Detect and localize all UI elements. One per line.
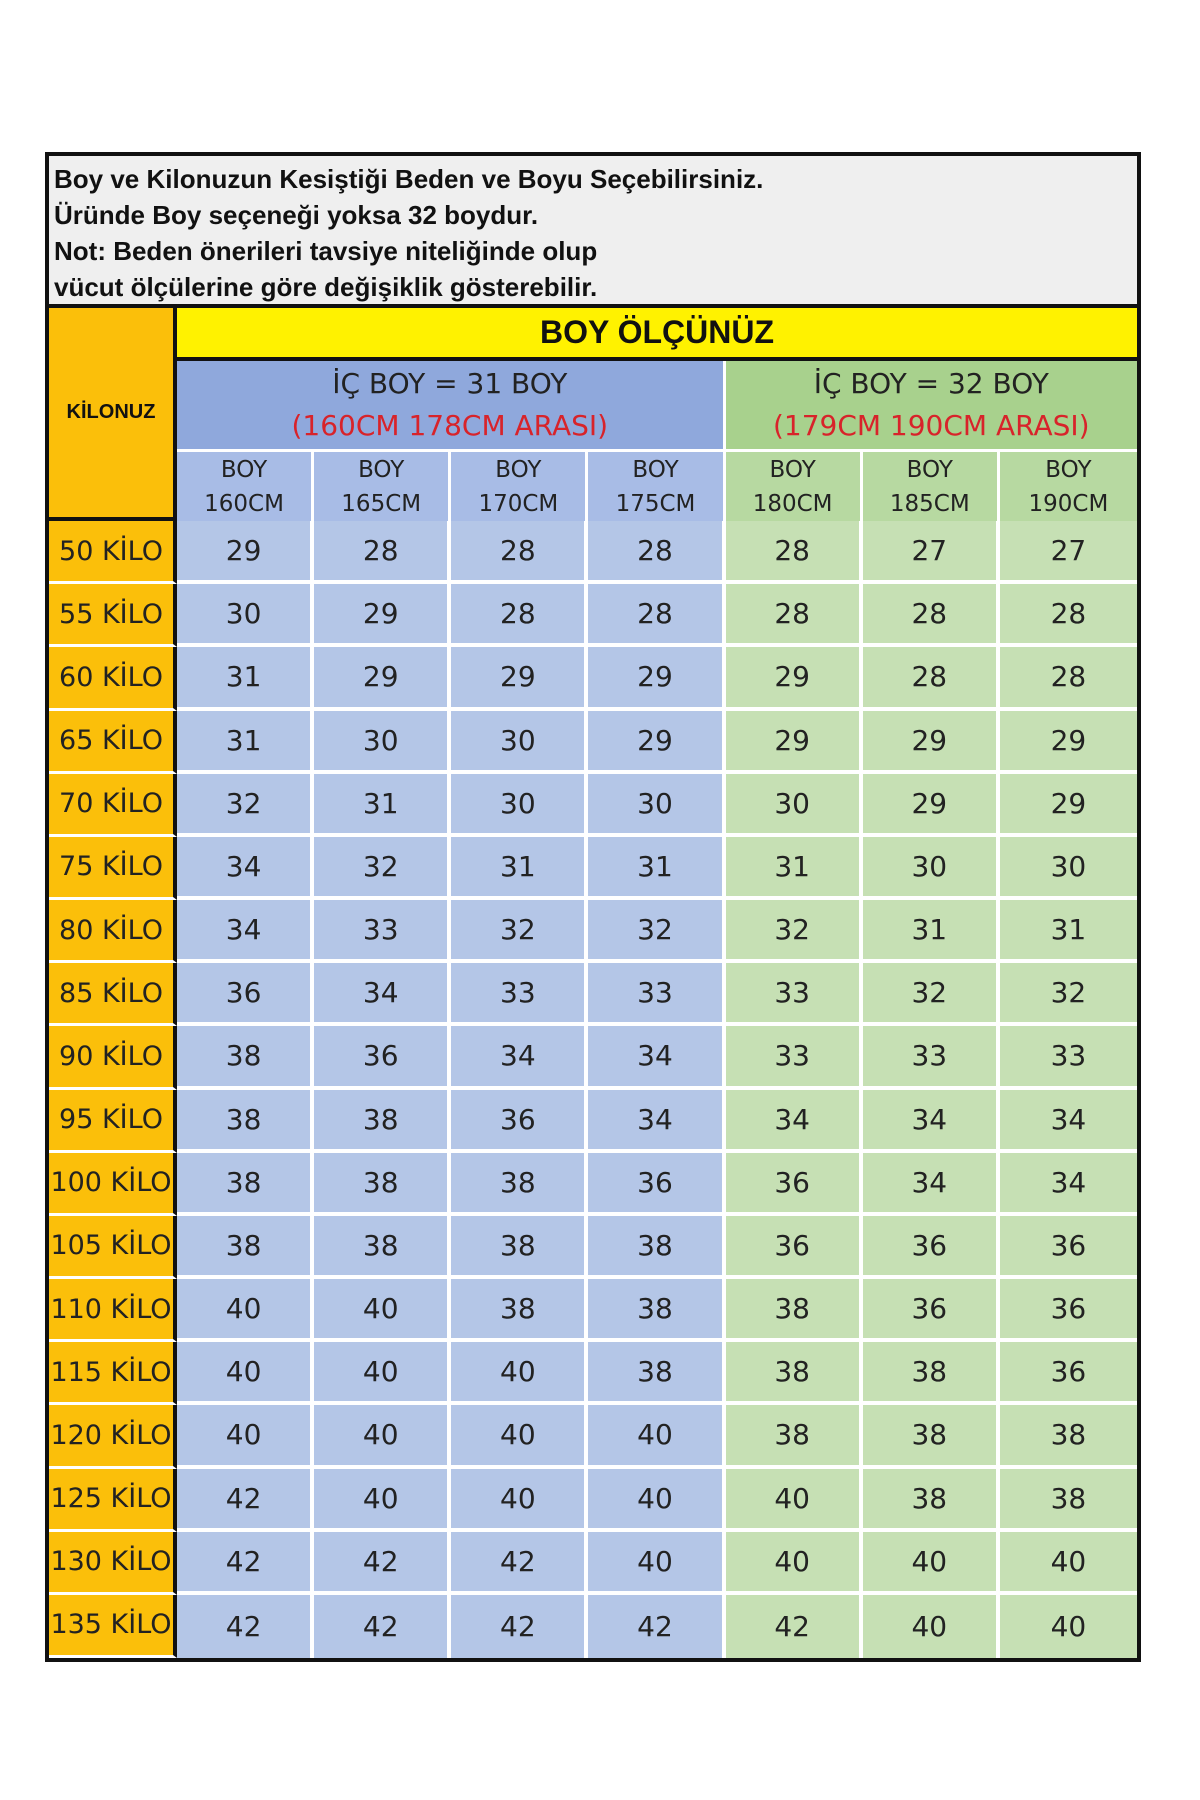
size-cell: 38 <box>726 1279 863 1342</box>
column-header-top: BOY <box>495 456 542 483</box>
weight-label: 65 KİLO <box>49 711 177 774</box>
size-cell: 28 <box>863 647 1000 710</box>
size-cell: 31 <box>1000 900 1137 963</box>
size-cell: 28 <box>1000 647 1137 710</box>
note-line: Boy ve Kilonuzun Kesiştiği Beden ve Boyu Seçebilirsiniz. <box>54 164 764 194</box>
size-cell: 38 <box>314 1090 451 1153</box>
size-cell: 38 <box>588 1279 725 1342</box>
height-banner: BOY ÖLÇÜNÜZ <box>177 308 1137 361</box>
size-cell: 40 <box>588 1469 725 1532</box>
weight-label: 50 KİLO <box>49 521 177 584</box>
size-cell: 33 <box>451 963 588 1026</box>
size-cell: 33 <box>726 963 863 1026</box>
size-cell: 30 <box>451 711 588 774</box>
size-cell: 36 <box>314 1026 451 1089</box>
size-cell: 38 <box>177 1153 314 1216</box>
size-cell: 34 <box>177 837 314 900</box>
size-cell: 36 <box>451 1090 588 1153</box>
size-cell: 42 <box>451 1532 588 1595</box>
size-cell: 28 <box>588 521 725 584</box>
size-cell: 33 <box>1000 1026 1137 1089</box>
size-cell: 38 <box>588 1216 725 1279</box>
note-line: Not: Beden önerileri tavsiye niteliğinde olup <box>54 236 598 266</box>
size-cell: 36 <box>177 963 314 1026</box>
size-cell: 29 <box>588 647 725 710</box>
size-cell: 36 <box>1000 1342 1137 1405</box>
size-cell: 38 <box>863 1405 1000 1468</box>
size-cell: 30 <box>726 774 863 837</box>
size-cell: 30 <box>1000 837 1137 900</box>
column-header <box>588 449 725 521</box>
size-cell: 34 <box>863 1153 1000 1216</box>
column-header-top: BOY <box>906 456 953 483</box>
column-header-top: BOY <box>632 456 679 483</box>
size-cell: 40 <box>314 1469 451 1532</box>
weight-label: 55 KİLO <box>49 584 177 647</box>
group-header-32 <box>726 361 1137 449</box>
size-cell: 31 <box>314 774 451 837</box>
size-cell: 40 <box>726 1532 863 1595</box>
weight-label: 60 KİLO <box>49 647 177 710</box>
size-cell: 27 <box>863 521 1000 584</box>
column-header-top: BOY <box>358 456 405 483</box>
size-cell: 40 <box>588 1532 725 1595</box>
size-cell: 40 <box>1000 1595 1137 1658</box>
size-cell: 36 <box>726 1153 863 1216</box>
column-header <box>177 449 314 521</box>
size-cell: 38 <box>726 1342 863 1405</box>
size-cell: 42 <box>177 1469 314 1532</box>
size-cell: 38 <box>177 1216 314 1279</box>
size-cell: 30 <box>451 774 588 837</box>
group-header-31 <box>177 361 726 449</box>
size-cell: 34 <box>1000 1153 1137 1216</box>
column-header <box>314 449 451 521</box>
weight-label: 115 KİLO <box>49 1342 177 1405</box>
column-header-height: 185CM <box>889 490 970 517</box>
note-line: Üründe Boy seçeneği yoksa 32 boydur. <box>54 200 539 230</box>
size-cell: 40 <box>314 1279 451 1342</box>
size-cell: 42 <box>726 1595 863 1658</box>
column-header-top: BOY <box>1045 456 1092 483</box>
size-cell: 28 <box>863 584 1000 647</box>
size-cell: 27 <box>1000 521 1137 584</box>
size-cell: 29 <box>314 647 451 710</box>
note-line: vücut ölçülerine göre değişiklik gösterebilir. <box>54 272 598 302</box>
size-cell: 28 <box>314 521 451 584</box>
weight-label: 100 KİLO <box>49 1153 177 1216</box>
size-cell: 31 <box>863 900 1000 963</box>
size-cell: 36 <box>863 1216 1000 1279</box>
size-cell: 38 <box>314 1216 451 1279</box>
weight-header: KİLONUZ <box>49 308 177 521</box>
weight-label: 135 KİLO <box>49 1595 177 1658</box>
size-cell: 38 <box>588 1342 725 1405</box>
size-cell: 40 <box>177 1405 314 1468</box>
size-cell: 40 <box>726 1469 863 1532</box>
column-header-height: 170CM <box>478 490 559 517</box>
size-cell: 31 <box>177 711 314 774</box>
size-cell: 32 <box>314 837 451 900</box>
group-title: İÇ BOY = 32 BOY <box>813 367 1049 400</box>
size-cell: 34 <box>588 1026 725 1089</box>
size-cell: 28 <box>451 584 588 647</box>
size-cell: 29 <box>314 584 451 647</box>
size-cell: 36 <box>1000 1279 1137 1342</box>
size-cell: 31 <box>588 837 725 900</box>
size-table <box>49 308 1137 1658</box>
size-cell: 31 <box>451 837 588 900</box>
size-cell: 38 <box>314 1153 451 1216</box>
size-cell: 33 <box>863 1026 1000 1089</box>
weight-label: 90 KİLO <box>49 1026 177 1089</box>
size-cell: 28 <box>588 584 725 647</box>
size-cell: 38 <box>451 1153 588 1216</box>
size-chart <box>45 152 1141 1662</box>
weight-label: 70 KİLO <box>49 774 177 837</box>
size-cell: 29 <box>726 711 863 774</box>
size-cell: 34 <box>726 1090 863 1153</box>
size-cell: 36 <box>1000 1216 1137 1279</box>
weight-label: 130 KİLO <box>49 1532 177 1595</box>
size-cell: 32 <box>177 774 314 837</box>
size-cell: 28 <box>451 521 588 584</box>
size-cell: 29 <box>1000 774 1137 837</box>
size-cell: 34 <box>451 1026 588 1089</box>
column-header-height: 160CM <box>204 490 284 517</box>
size-cell: 40 <box>177 1279 314 1342</box>
size-cell: 28 <box>1000 584 1137 647</box>
weight-label: 95 KİLO <box>49 1090 177 1153</box>
weight-label: 110 KİLO <box>49 1279 177 1342</box>
size-cell: 33 <box>588 963 725 1026</box>
column-header-height: 180CM <box>752 490 833 517</box>
size-cell: 40 <box>177 1342 314 1405</box>
size-cell: 40 <box>451 1342 588 1405</box>
size-cell: 36 <box>726 1216 863 1279</box>
size-cell: 28 <box>726 584 863 647</box>
weight-label: 125 KİLO <box>49 1469 177 1532</box>
weight-label: 120 KİLO <box>49 1405 177 1468</box>
column-header-height: 165CM <box>341 490 422 517</box>
size-cell: 34 <box>314 963 451 1026</box>
size-cell: 42 <box>177 1595 314 1658</box>
size-cell: 38 <box>863 1342 1000 1405</box>
size-cell: 30 <box>863 837 1000 900</box>
size-cell: 42 <box>588 1595 725 1658</box>
size-cell: 40 <box>1000 1532 1137 1595</box>
size-cell: 40 <box>451 1469 588 1532</box>
weight-label: 105 KİLO <box>49 1216 177 1279</box>
size-cell: 31 <box>177 647 314 710</box>
size-cell: 32 <box>451 900 588 963</box>
size-cell: 32 <box>863 963 1000 1026</box>
size-cell: 32 <box>588 900 725 963</box>
size-cell: 40 <box>314 1342 451 1405</box>
weight-label: 75 KİLO <box>49 837 177 900</box>
size-cell: 33 <box>314 900 451 963</box>
size-cell: 28 <box>726 521 863 584</box>
size-cell: 40 <box>863 1532 1000 1595</box>
size-cell: 34 <box>863 1090 1000 1153</box>
size-cell: 34 <box>588 1090 725 1153</box>
size-cell: 38 <box>177 1026 314 1089</box>
size-cell: 38 <box>726 1405 863 1468</box>
size-cell: 38 <box>451 1279 588 1342</box>
size-cell: 30 <box>314 711 451 774</box>
size-cell: 42 <box>177 1532 314 1595</box>
size-cell: 29 <box>1000 711 1137 774</box>
column-header-height: 175CM <box>615 490 696 517</box>
weight-label: 80 KİLO <box>49 900 177 963</box>
size-cell: 32 <box>726 900 863 963</box>
size-cell: 29 <box>177 521 314 584</box>
size-cell: 38 <box>1000 1469 1137 1532</box>
size-cell: 29 <box>726 647 863 710</box>
size-cell: 38 <box>1000 1405 1137 1468</box>
size-cell: 33 <box>726 1026 863 1089</box>
size-cell: 30 <box>177 584 314 647</box>
size-cell: 38 <box>451 1216 588 1279</box>
size-cell: 42 <box>314 1532 451 1595</box>
column-header-top: BOY <box>220 456 268 483</box>
group-range: (179CM 190CM ARASI) <box>772 409 1090 442</box>
size-cell: 29 <box>863 711 1000 774</box>
column-header <box>451 449 588 521</box>
weight-label: 85 KİLO <box>49 963 177 1026</box>
column-header <box>1000 449 1137 521</box>
instructions-box <box>49 156 1137 308</box>
size-cell: 40 <box>451 1405 588 1468</box>
size-cell: 32 <box>1000 963 1137 1026</box>
group-range: (160CM 178CM ARASI) <box>291 409 609 442</box>
size-cell: 36 <box>863 1279 1000 1342</box>
size-cell: 36 <box>588 1153 725 1216</box>
size-cell: 30 <box>588 774 725 837</box>
size-cell: 34 <box>177 900 314 963</box>
size-cell: 38 <box>863 1469 1000 1532</box>
size-cell: 29 <box>451 647 588 710</box>
size-cell: 38 <box>177 1090 314 1153</box>
size-cell: 42 <box>451 1595 588 1658</box>
size-cell: 29 <box>588 711 725 774</box>
size-cell: 34 <box>1000 1090 1137 1153</box>
size-cell: 40 <box>863 1595 1000 1658</box>
group-title: İÇ BOY = 31 BOY <box>332 367 568 400</box>
size-cell: 29 <box>863 774 1000 837</box>
size-cell: 40 <box>588 1405 725 1468</box>
column-header <box>863 449 1000 521</box>
column-header-height: 190CM <box>1028 490 1109 517</box>
column-header-top: BOY <box>769 456 816 483</box>
size-cell: 42 <box>314 1595 451 1658</box>
size-cell: 40 <box>314 1405 451 1468</box>
size-cell: 31 <box>726 837 863 900</box>
column-header <box>726 449 863 521</box>
